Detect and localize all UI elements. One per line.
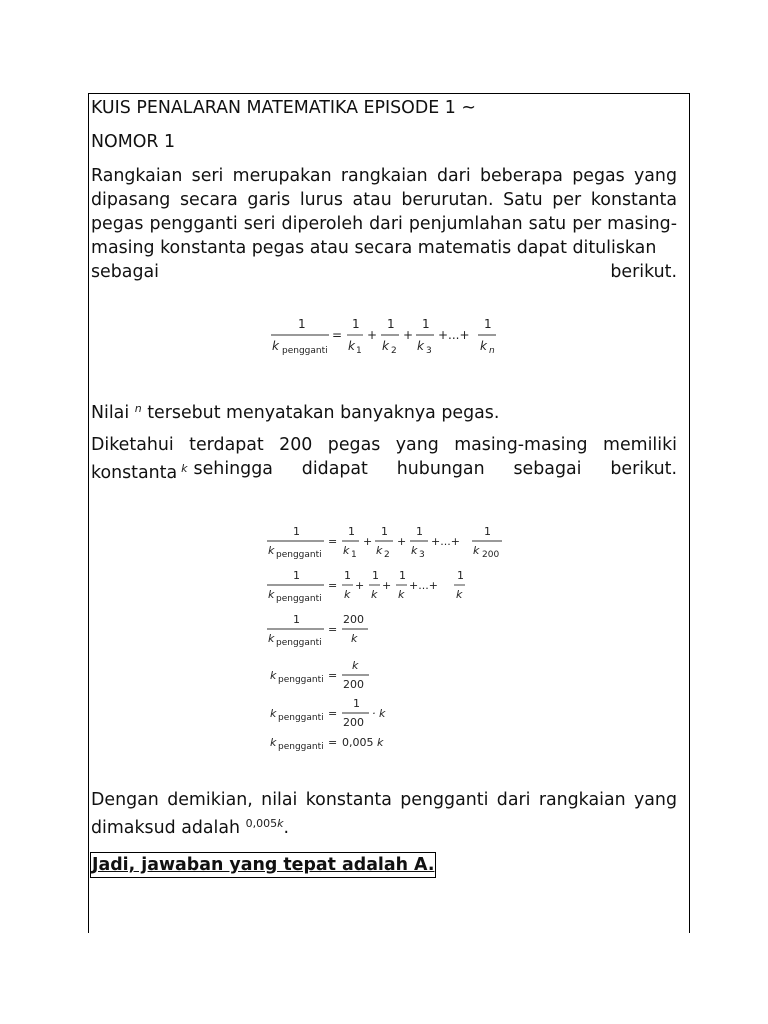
derivation-line-1 — [267, 525, 502, 560]
diketahui-suffix-word: sehingga — [193, 459, 273, 479]
series-formula — [262, 312, 522, 362]
d1-lhs-num: 1 — [293, 525, 300, 538]
diketahui-suffix-word: sebagai — [513, 459, 582, 479]
d1-plus-1: + — [363, 535, 373, 548]
d6-eq: = — [328, 736, 338, 749]
nilai-sentence — [91, 397, 677, 425]
d2-t1-var: k — [344, 588, 351, 601]
d3-lhs-num: 1 — [293, 613, 300, 626]
formula-term-1 — [347, 317, 363, 356]
conclusion-line2 — [91, 812, 677, 840]
derivation-line-4 — [270, 659, 369, 691]
d3-eq: = — [328, 623, 338, 636]
d6-lhs-sub: pengganti — [278, 742, 324, 752]
formula-lhs-den-sub: pengganti — [282, 346, 328, 356]
d5-lhs-sub: pengganti — [278, 713, 324, 723]
quiz-title: KUIS PENALARAN MATEMATIKA EPISODE 1 ~ — [91, 98, 476, 118]
d5-lhs-var: k — [270, 707, 277, 720]
formula-lhs-fraction — [271, 317, 329, 356]
d3-rhs-num: 200 — [343, 613, 364, 626]
nilai-suffix: tersebut menyatakan banyaknya pegas. — [147, 403, 500, 423]
d1-t2-var: k — [376, 544, 383, 557]
conclusion-period: . — [283, 818, 289, 838]
term1-num: 1 — [352, 317, 360, 331]
term3-sub: 3 — [426, 346, 432, 356]
diketahui-suffix-word: berikut. — [610, 459, 677, 479]
d1-t3-sub: 3 — [419, 550, 425, 560]
d5-rhs-num: 1 — [353, 697, 360, 710]
formula-lhs-den-var: k — [272, 339, 279, 353]
derivation-line-3 — [267, 613, 368, 648]
d2-t3-num: 1 — [399, 569, 406, 582]
formula-term-n — [478, 317, 496, 356]
term1-var: k — [348, 339, 355, 353]
d2-dots: +...+ — [409, 579, 438, 592]
d3-lhs-den-sub: pengganti — [276, 638, 322, 648]
d2-t2-var: k — [371, 588, 378, 601]
diketahui-main: Diketahui terdapat 200 pegas yang masing-masing memiliki — [91, 435, 677, 455]
diketahui-var-k: k — [181, 462, 188, 475]
derivation-line-5 — [270, 697, 386, 729]
formula-lhs-num: 1 — [298, 317, 306, 331]
d1-t1-sub: 1 — [351, 550, 357, 560]
derivation-line-2 — [267, 569, 465, 604]
term2-num: 1 — [387, 317, 395, 331]
d2-lhs-num: 1 — [293, 569, 300, 582]
d5-rhs-den: 200 — [343, 716, 364, 729]
term3-num: 1 — [422, 317, 430, 331]
termn-num: 1 — [484, 317, 492, 331]
d1-plus-2: + — [397, 535, 407, 548]
term3-var: k — [417, 339, 424, 353]
conclusion-main: Dengan demikian, nilai konstanta pengganti dari rangkaian yang — [91, 790, 677, 810]
d6-rhs-var: k — [377, 736, 384, 749]
conclusion-prefix: dimaksud adalah — [91, 818, 241, 838]
d2-t2-num: 1 — [372, 569, 379, 582]
d1-t200-sub: 200 — [482, 550, 500, 560]
diketahui-paragraph — [91, 433, 677, 485]
nilai-var-n: n — [134, 402, 142, 415]
conclusion-value: 0,005 — [245, 817, 278, 830]
d4-lhs-var: k — [270, 669, 277, 682]
diketahui-line2 — [91, 457, 677, 485]
d1-t2-sub: 2 — [384, 550, 390, 560]
diketahui-suffix-word: hubungan — [396, 459, 485, 479]
conclusion-math — [246, 817, 284, 830]
d1-t3-var: k — [411, 544, 418, 557]
d2-t4-num: 1 — [457, 569, 464, 582]
termn-var: k — [480, 339, 487, 353]
derivation-line-6 — [270, 736, 384, 752]
d3-lhs-den-var: k — [268, 632, 275, 645]
nilai-prefix: Nilai — [91, 403, 130, 423]
intro-main-text: Rangkaian seri merupakan rangkaian dari beberapa pegas yang dipasang secara garis lurus atau berurutan. Satu per konstanta pegas pengganti seri diperoleh dari penjumlahan satu per masing-masing konstanta pegas atau secara matematis dapat dituliskan — [91, 166, 677, 258]
conclusion-var-k: k — [277, 817, 284, 830]
answer-statement: Jadi, jawaban yang tepat adalah A. — [90, 852, 436, 878]
d1-t200-num: 1 — [484, 525, 491, 538]
d3-rhs-den: k — [351, 632, 358, 645]
d4-rhs-den: 200 — [343, 678, 364, 691]
d2-t1-num: 1 — [344, 569, 351, 582]
derivation-block — [262, 520, 522, 755]
formula-term-2 — [381, 317, 399, 356]
term1-sub: 1 — [356, 346, 362, 356]
d1-t2-num: 1 — [381, 525, 388, 538]
d2-plus-1: + — [355, 579, 365, 592]
d1-t1-num: 1 — [348, 525, 355, 538]
intro-paragraph — [91, 164, 677, 284]
d2-lhs-den-var: k — [268, 588, 275, 601]
formula-equals: = — [332, 328, 343, 342]
d4-eq: = — [328, 669, 338, 682]
plus-2: + — [403, 328, 414, 342]
d1-lhs-den-var: k — [268, 544, 275, 557]
term2-sub: 2 — [391, 346, 397, 356]
d1-lhs-den-sub: pengganti — [276, 550, 322, 560]
d1-dots: +...+ — [431, 535, 460, 548]
d1-t3-num: 1 — [416, 525, 423, 538]
d5-rhs-tail: · k — [372, 707, 386, 720]
d5-eq: = — [328, 707, 338, 720]
d2-eq: = — [328, 579, 338, 592]
diketahui-k-group — [91, 457, 188, 485]
termn-sub: n — [489, 346, 495, 356]
diketahui-prefix: konstanta — [91, 463, 178, 483]
formula-term-3 — [416, 317, 434, 356]
d2-lhs-den-sub: pengganti — [276, 594, 322, 604]
d6-rhs-value: 0,005 — [342, 736, 374, 749]
d4-rhs-num: k — [352, 659, 359, 672]
d2-t3-var: k — [398, 588, 405, 601]
diketahui-suffix — [194, 457, 677, 485]
d1-t1-var: k — [343, 544, 350, 557]
question-number: NOMOR 1 — [91, 132, 176, 152]
d1-t200-var: k — [473, 544, 480, 557]
d1-eq: = — [328, 535, 338, 548]
term2-var: k — [382, 339, 389, 353]
d2-plus-2: + — [382, 579, 392, 592]
d6-lhs-var: k — [270, 736, 277, 749]
conclusion-paragraph — [91, 788, 677, 840]
intro-end-text: sebagai berikut. — [91, 262, 677, 282]
d2-t4-var: k — [456, 588, 463, 601]
plus-dots: +...+ — [438, 328, 470, 342]
diketahui-suffix-word: didapat — [301, 459, 368, 479]
d4-lhs-sub: pengganti — [278, 675, 324, 685]
plus-1: + — [367, 328, 378, 342]
